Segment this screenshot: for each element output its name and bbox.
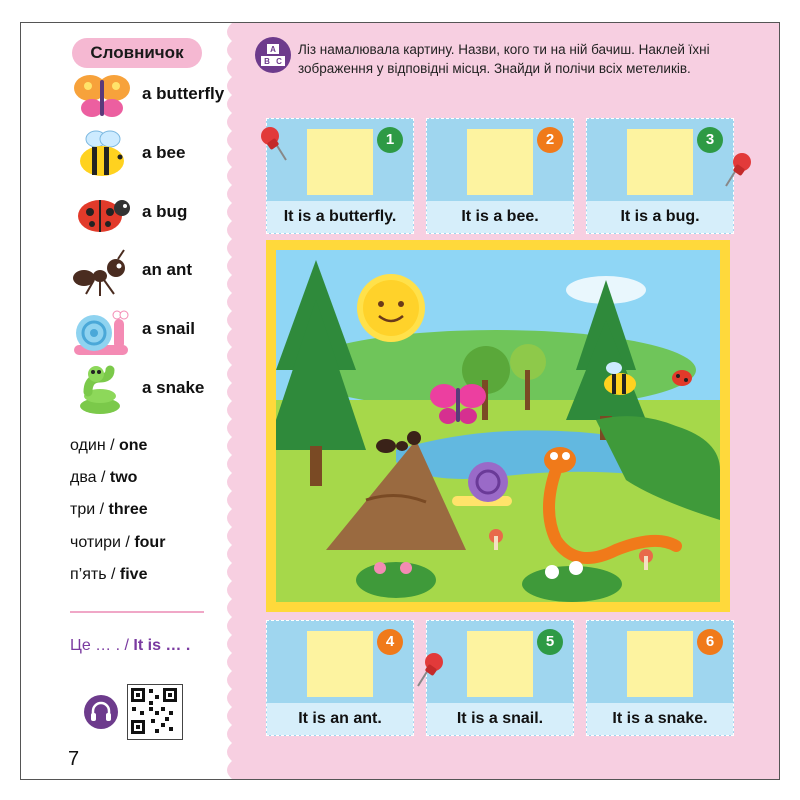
card-number-badge: 3 [697, 127, 723, 153]
sticker-slot[interactable] [307, 129, 373, 195]
card-caption: It is a bee. [427, 201, 573, 233]
page-number: 7 [68, 748, 80, 770]
number-ua: один / [70, 437, 119, 454]
snail-icon [70, 305, 134, 357]
meadow-scene [276, 250, 720, 602]
snake-icon [70, 364, 134, 416]
vocab-word: a snake [142, 378, 205, 397]
sticker-card-3[interactable] [586, 118, 734, 234]
vocab-word: a butterfly [142, 84, 225, 103]
sticker-card-5[interactable] [426, 620, 574, 736]
number-en: two [109, 469, 138, 486]
vocab-item-butterfly [70, 70, 240, 122]
sticker-card-2[interactable] [426, 118, 574, 234]
number-en: three [108, 501, 148, 518]
card-number-badge: 5 [537, 629, 563, 655]
ant-icon [70, 246, 134, 298]
sticker-slot[interactable] [467, 129, 533, 195]
card-number-badge: 2 [537, 127, 563, 153]
card-caption: It is a bug. [587, 201, 733, 233]
vocab-item-snake [70, 364, 240, 416]
vocab-item-ant [70, 246, 240, 298]
phrase-pattern [70, 637, 190, 655]
divider [70, 611, 204, 613]
card-caption: It is a snake. [587, 703, 733, 735]
card-number-badge: 1 [377, 127, 403, 153]
sticker-card-4[interactable] [266, 620, 414, 736]
meadow-picture-frame [266, 240, 730, 612]
vocab-word: a bug [142, 202, 188, 221]
pushpin-icon [414, 650, 448, 690]
vocab-item-bug [70, 188, 240, 240]
svg-text:C: C [276, 57, 282, 66]
number-en: one [119, 437, 148, 454]
number-en: four [134, 534, 166, 551]
number-en: five [119, 566, 148, 583]
sticker-slot[interactable] [307, 631, 373, 697]
number-ua: три / [70, 501, 109, 518]
number-ua: два / [70, 469, 110, 486]
number-line-one [70, 437, 147, 455]
butterfly-icon [70, 70, 134, 122]
pushpin-icon [722, 150, 756, 190]
vocab-item-snail [70, 305, 240, 357]
sticker-slot[interactable] [467, 631, 533, 697]
qr-code[interactable] [127, 684, 183, 740]
number-ua: п’ять / [70, 566, 120, 583]
headphones-icon[interactable] [84, 695, 118, 729]
sticker-slot[interactable] [627, 631, 693, 697]
vocab-item-bee [70, 129, 240, 181]
phrase-en: It is … . [133, 637, 191, 654]
pushpin-icon [256, 124, 290, 164]
vocab-word: an ant [142, 260, 193, 279]
card-number-badge: 6 [697, 629, 723, 655]
task-instructions: Ліз намалювала картину. Назви, кого ти на ній бачиш. Наклей їхні зображення у відповідні місця. Знайди й полічи всіх метеликів. [298, 42, 710, 76]
sun [357, 274, 425, 342]
sticker-card-6[interactable] [586, 620, 734, 736]
number-ua: чотири / [70, 534, 135, 551]
vocabulary-title: Словничок [72, 38, 202, 68]
vocab-word: a snail [142, 319, 195, 338]
card-caption: It is a snail. [427, 703, 573, 735]
card-caption: It is a butterfly. [267, 201, 413, 233]
svg-text:B: B [264, 57, 270, 66]
number-line-four [70, 534, 165, 552]
card-number-badge: 4 [377, 629, 403, 655]
number-line-five [70, 566, 147, 584]
phrase-ua: Це … . / [70, 637, 134, 654]
card-caption: It is an ant. [267, 703, 413, 735]
bee-icon [70, 129, 134, 181]
number-line-two [70, 469, 137, 487]
number-line-three [70, 501, 148, 519]
scene-ladybug [672, 370, 692, 386]
sticker-slot[interactable] [627, 129, 693, 195]
bug-icon [70, 188, 134, 240]
vocab-word: a bee [142, 143, 186, 162]
svg-text:A: A [270, 45, 276, 54]
abc-blocks-icon [255, 37, 291, 73]
